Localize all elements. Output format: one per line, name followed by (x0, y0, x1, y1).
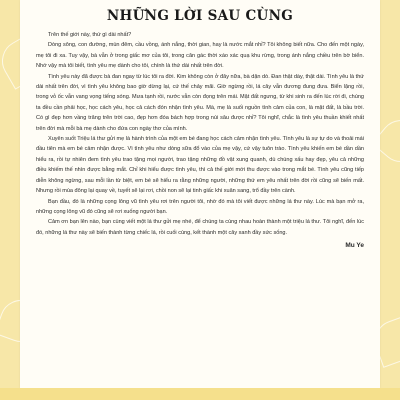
document-body (20, 30, 380, 249)
page-title: NHỮNG LỜI SAU CÙNG (106, 8, 294, 24)
footer-band (0, 388, 400, 400)
author-signature: Mu Ye (345, 242, 364, 250)
paragraph: Bạn đầu, đó là những cọng lông vũ tình yêu rơi trên người tôi, nhờ đó mà tôi viết được những lá thư này. Lúc mà bạn mở ra, những cọng lông vũ đó cũng sẽ rơi xuống người bạn. (36, 198, 364, 215)
paragraph: Trên thế giới này, thứ gì dài nhất? (48, 32, 132, 38)
paragraph: Xuyên suốt Triệu lá thư gửi mẹ là hành trình của một em bé đang học cách cảm nhận tình yêu. Tình yêu là sự tự do và thoải mái đầu tiên mà em bé cảm nhận được. Vì tình yêu như dòng sữa đổ vào của mẹ vậy, cứ vậy tuôn trào. Tình yêu khiến em bé dần dần hiểu ra, rồi tự nhiên đem tình yêu trao tặng mọi người, trao tặng những đồ vật xung quanh, dù chúng xấu hay đẹp, yêu cả những điều khiếm thế nhìn được bằng mắt. Chỉ khi hiểu được tình yêu, thì cả thế giới mới thu được vào trong mắt bé. Tình yêu cũng tiếp diễn không ngừng, sau mỗi lần từ biệt, em bé sẽ hiểu ra rằng những người, những thứ em yêu nhất trên đời rồi cũng sẽ biến mất. Nhưng rồi mùa đông lại quay về, tuyết sẽ lại rơi, chồi non sẽ lại tinh giấc khi xuân sang, trổ đầy trên cành. (36, 136, 364, 195)
paragraph: Tình yêu này đã được bà đan ngay từ lúc tôi ra đời. Kim không còn ở đây nữa, bà dặn dò. Đan thật dày, thật dài. Tình yêu là thứ dài nhất trên đời, vì tình yêu không bao giờ dừng lại, cứ thế chảy mãi. Giờ ngừng rồi, lá cây vẫn đương đung đưa. Biển lặng rồi, trong vỏ ốc vẫn vang vọng tiếng sóng. Mưa tạnh rồi, nước vẫn còn đọng trên mái. Mặt đất ngưng, từ khi sinh ra đến lúc rời đi, chúng ta đều cần phải học, học cách yêu, học cả cách đón nhận tình yêu. Mà, mẹ là suối nguồn tình cảm của con, là mặt đất, là bầu trời. Có gì đẹp hơn vầng trăng trên trời cao, đẹp hơn đóa bách hợp trong núi sâu được nhỉ? Tôi nghĩ, chắc là tình yêu thuần khiết nhất trên đời mà mỗi bà mẹ dành cho đứa con ngày thơ của mình. (36, 73, 364, 132)
document-page (20, 0, 380, 388)
paragraph: Dòng sông, con đường, mùn đêm, cầu vồng, ánh nắng, thời gian, hay là nước mắt nhỉ? Tôi không biết nữa. Cho đến một ngày, mẹ tôi đi xa. Tuy vậy, bà vẫn ở trong giấc mơ của tôi, trong căn gác thời xáo xác quạ khu rừng, trong ánh nắng chiều trên bờ biển. Nhớ vậy mà tôi biết, tình yêu mẹ dành cho tôi, chính là thứ dài nhất trên đời. (36, 42, 364, 70)
paragraph: Cảm ơn bạn lên nào, bạn cùng viết một lá thư gửi mẹ nhé, để chúng ta cùng nhau hoàn thành một triệu lá thư. Tôi nghĩ, đến lúc đó, những lá thư này sẽ biến thành từng chiếc lá, rồi cuối cùng, kết thành một cây xanh đầy sức sống. (36, 219, 364, 236)
